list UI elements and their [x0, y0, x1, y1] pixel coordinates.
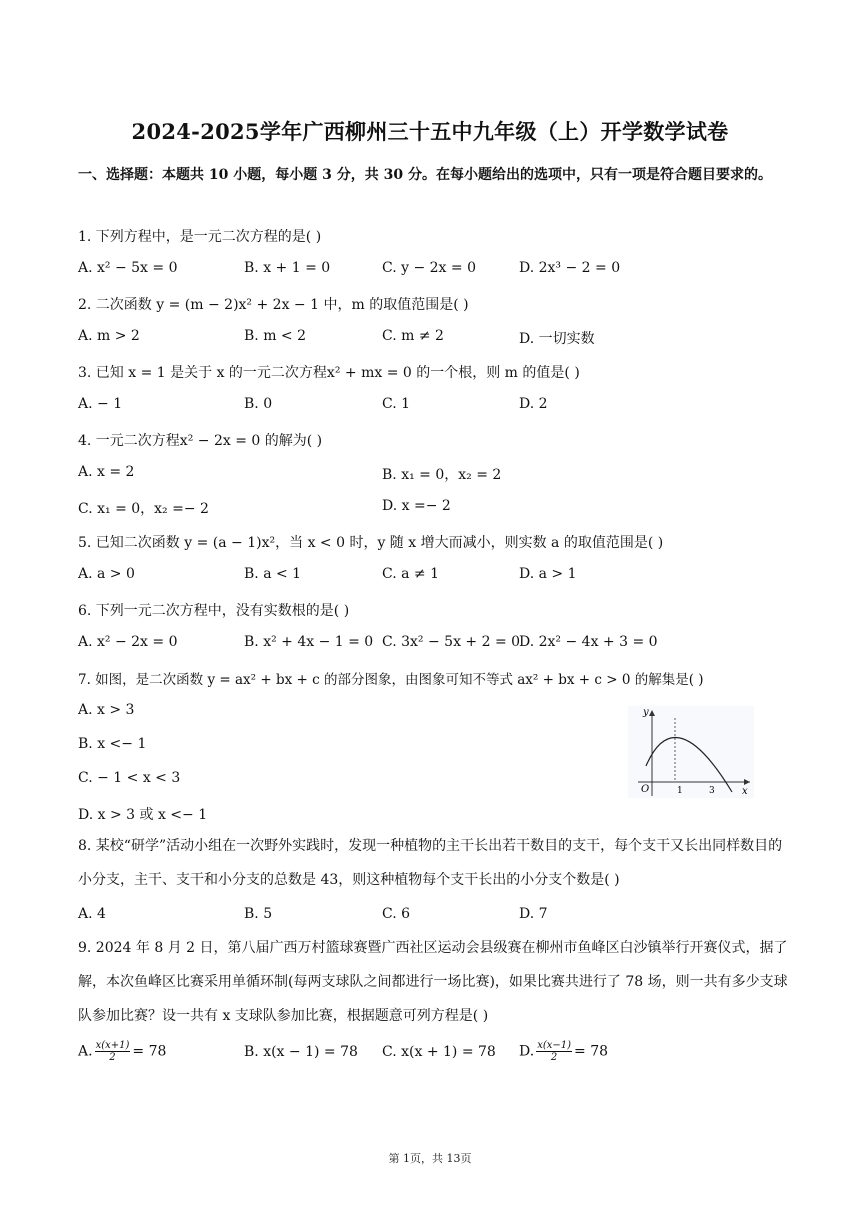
- question-2-stem: 2. 二次函数 y = (m − 2)x² + 2x − 1 中，m 的取值范围是( ): [78, 297, 469, 313]
- q2-option-b: B. m < 2: [244, 328, 307, 344]
- q9-option-a-rhs: = 78: [132, 1043, 167, 1060]
- q1-option-b: B. x + 1 = 0: [244, 260, 331, 276]
- q9-option-b: B. x(x − 1) = 78: [244, 1044, 358, 1060]
- question-5-stem: 5. 已知二次函数 y = (a − 1)x²，当 x < 0 时，y 随 x 增大而减小，则实数 a 的取值范围是( ): [78, 535, 664, 551]
- q9-option-a-letter: A.: [78, 1043, 93, 1060]
- q9-option-a-fraction: [95, 1040, 131, 1063]
- question-8-stem: 8. 某校“研学”活动小组在一次野外实践时，发现一种植物的主干长出若干数目的支干，每个支干又长出同样数目的小分支，主干、支干和小分支的总数是 43，则这种植物每个支干长出的小分支个数是( ): [78, 838, 783, 888]
- question-4-stem: 4. 一元二次方程x² − 2x = 0 的解为( ): [78, 433, 323, 449]
- q1-option-d: D. 2x³ − 2 = 0: [519, 260, 621, 276]
- q8-option-b: B. 5: [244, 906, 273, 922]
- tick-3-label: 3: [709, 786, 715, 796]
- section-heading: 一、选择题：本题共 10 小题，每小题 3 分，共 30 分。在每小题给出的选项中，只有一项是符合题目要求的。: [78, 167, 772, 183]
- question-3-stem: 3. 已知 x = 1 是关于 x 的一元二次方程x² + mx = 0 的一个根，则 m 的值是( ): [78, 365, 580, 381]
- q1-option-c: C. y − 2x = 0: [382, 260, 476, 276]
- y-axis-label: y: [643, 707, 649, 718]
- q6-option-b: B. x² + 4x − 1 = 0: [244, 634, 374, 650]
- question-9-stem: 9. 2024 年 8 月 2 日，第八届广西万村篮球赛暨广西社区运动会县级赛在柳州市鱼峰区白沙镇举行开赛仪式，据了解，本次鱼峰区比赛采用单循环制(每两支球队之间都进行一场比赛)，如果比赛共进行了 78 场，则一共有多少支球队参加比赛？设一共有 x 支球队参加比赛，根据题意可列方程是( ): [78, 940, 788, 1024]
- origin-label: O: [641, 784, 650, 795]
- q8-option-d: D. 7: [519, 906, 548, 922]
- q9-option-d-letter: D.: [519, 1043, 535, 1060]
- q6-option-a: A. x² − 2x = 0: [78, 634, 178, 650]
- fraction-numerator: x(x+1): [95, 1040, 130, 1051]
- q4-option-b: B. x₁ = 0，x₂ = 2: [382, 467, 502, 483]
- q6-option-d: D. 2x² − 4x + 3 = 0: [519, 634, 658, 650]
- q9-option-c: C. x(x + 1) = 78: [382, 1044, 496, 1060]
- q5-option-d: D. a > 1: [519, 566, 577, 582]
- fraction-numerator: x(x−1): [537, 1040, 572, 1051]
- page-title: 2024-2025学年广西柳州三十五中九年级（上）开学数学试卷: [131, 119, 729, 144]
- question-7-stem: 7. 如图，是二次函数 y = ax² + bx + c 的部分图象，由图象可知不等式 ax² + bx + c > 0 的解集是( ): [78, 672, 704, 688]
- q2-option-a: A. m > 2: [78, 328, 140, 344]
- q4-option-a: A. x = 2: [78, 464, 135, 480]
- q8-option-a: A. 4: [78, 906, 106, 922]
- fraction-denominator: 2: [109, 1052, 116, 1063]
- q5-option-a: A. a > 0: [78, 566, 135, 582]
- q3-option-d: D. 2: [519, 396, 548, 412]
- q7-option-b: B. x <− 1: [78, 736, 147, 752]
- q7-option-d: D. x > 3 或 x <− 1: [78, 807, 208, 823]
- q3-option-a: A. − 1: [78, 396, 123, 412]
- question-1-stem: 1. 下列方程中，是一元二次方程的是( ): [78, 229, 322, 245]
- q5-option-c: C. a ≠ 1: [382, 566, 439, 582]
- page-footer: 第 1页，共 13页: [388, 1152, 472, 1165]
- q3-option-c: C. 1: [382, 396, 411, 412]
- tick-1-label: 1: [677, 786, 683, 796]
- q3-option-b: B. 0: [244, 396, 273, 412]
- q8-option-c: C. 6: [382, 906, 411, 922]
- q4-option-c: C. x₁ = 0，x₂ =− 2: [78, 501, 209, 517]
- q9-option-a: [78, 1040, 166, 1063]
- q5-option-b: B. a < 1: [244, 566, 302, 582]
- q6-option-c: C. 3x² − 5x + 2 = 0: [382, 634, 521, 650]
- question-6-stem: 6. 下列一元二次方程中，没有实数根的是( ): [78, 603, 350, 619]
- q9-option-d-rhs: = 78: [574, 1043, 609, 1060]
- parabola-graph: [628, 706, 754, 798]
- q1-option-a: A. x² − 5x = 0: [78, 260, 178, 276]
- x-axis-label: x: [742, 786, 748, 797]
- q9-option-d-fraction: [536, 1040, 572, 1063]
- q4-option-d: D. x =− 2: [382, 498, 451, 514]
- q2-option-c: C. m ≠ 2: [382, 328, 444, 344]
- q7-option-c: C. − 1 < x < 3: [78, 770, 181, 786]
- fraction-denominator: 2: [550, 1052, 558, 1063]
- q9-option-d: [519, 1040, 608, 1063]
- q2-option-d: D. 一切实数: [519, 331, 595, 347]
- q7-option-a: A. x > 3: [78, 702, 135, 718]
